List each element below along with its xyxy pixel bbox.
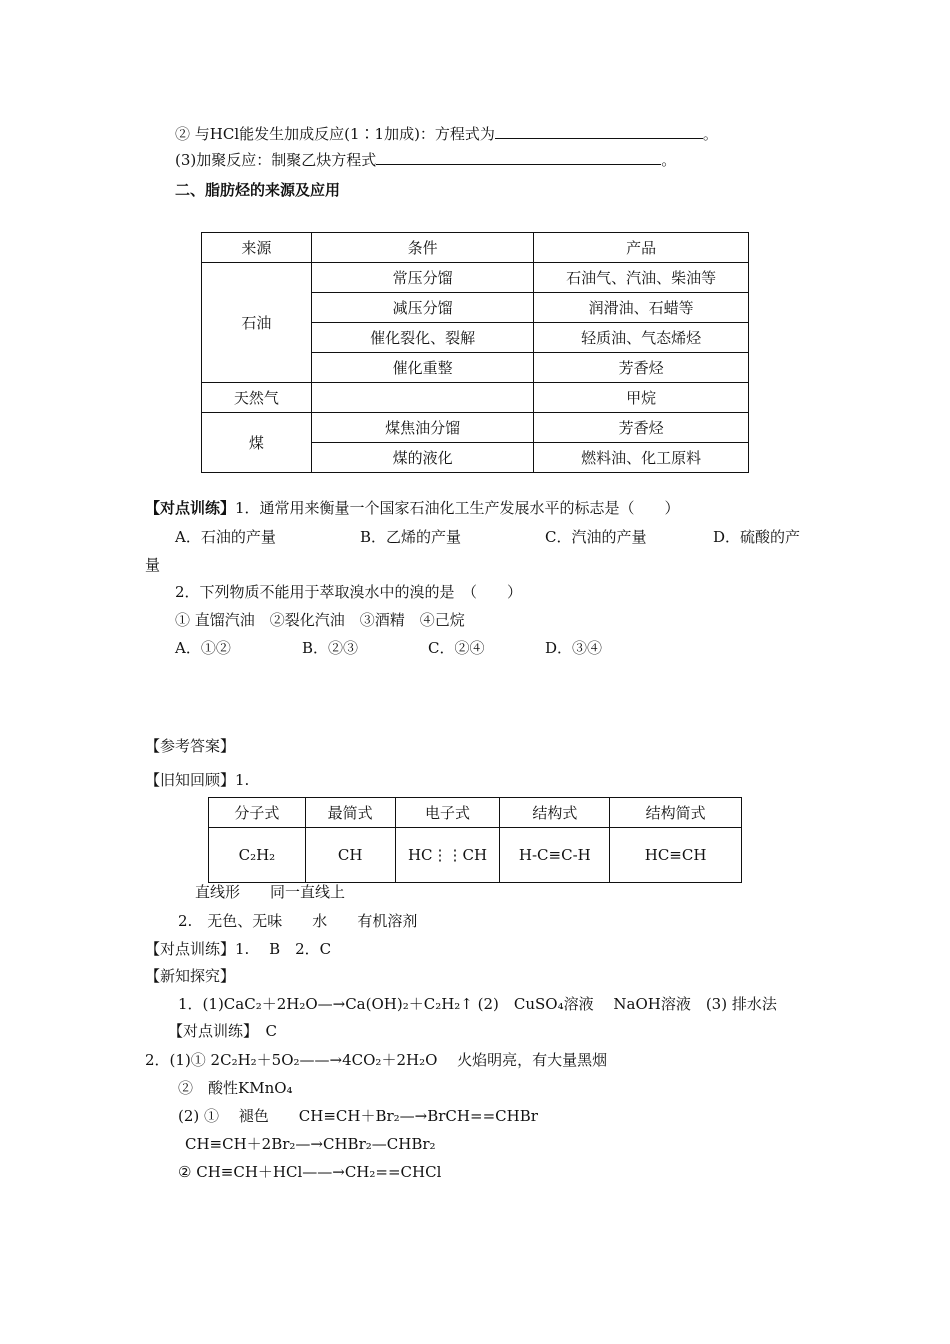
practice-question-1: 【对点训练】1．通常用来衡量一个国家石油化工生产发展水平的标志是（ ） bbox=[145, 499, 680, 517]
product-cell: 润滑油、石蜡等 bbox=[534, 293, 749, 323]
option-a[interactable]: A．①② bbox=[175, 639, 231, 657]
answer-new-2c: (2) ① 褪色 CH≡CH＋Br₂—→BrCH==CHBr bbox=[178, 1107, 538, 1125]
answer-item-2: 2. 无色、无味 水 有机溶剂 bbox=[178, 912, 418, 930]
answer-new-1-practice: 【对点训练】 C bbox=[168, 1022, 277, 1040]
condition-cell: 常压分馏 bbox=[311, 263, 534, 293]
option-c[interactable]: C．②④ bbox=[428, 639, 485, 657]
formula-cell: C₂H₂ bbox=[209, 828, 306, 883]
formula-cell: CH bbox=[305, 828, 395, 883]
table-header: 电子式 bbox=[395, 798, 500, 828]
formula-cell: HC≡CH bbox=[610, 828, 742, 883]
option-b[interactable]: B．乙烯的产量 bbox=[360, 528, 462, 546]
condition-cell: 煤的液化 bbox=[311, 443, 534, 473]
q2-options bbox=[175, 638, 602, 658]
option-d-wrap: 量 bbox=[145, 556, 161, 574]
answer-blank[interactable] bbox=[495, 124, 703, 139]
table-header: 产品 bbox=[534, 233, 749, 263]
polymerization-line: (3)加聚反应：制聚乙炔方程式 。 bbox=[175, 151, 677, 169]
review-tag: 【旧知回顾】1. bbox=[145, 771, 250, 789]
product-cell: 石油气、汽油、柴油等 bbox=[534, 263, 749, 293]
table-header: 结构式 bbox=[500, 798, 610, 828]
table-header: 条件 bbox=[311, 233, 534, 263]
product-cell: 甲烷 bbox=[534, 383, 749, 413]
answer-practice-1: 【对点训练】1. B 2．C bbox=[145, 940, 332, 958]
answer-new-2d: CH≡CH＋2Br₂—→CHBr₂—CHBr₂ bbox=[185, 1135, 436, 1153]
practice-question-2: 2．下列物质不能用于萃取溴水中的溴的是 （ ） bbox=[175, 583, 523, 601]
product-cell: 燃料油、化工原料 bbox=[534, 443, 749, 473]
condition-cell bbox=[311, 383, 534, 413]
source-cell: 天然气 bbox=[202, 383, 312, 413]
product-cell: 轻质油、气态烯烃 bbox=[534, 323, 749, 353]
formula-cell: HC⋮⋮CH bbox=[395, 828, 500, 883]
acetylene-formula-table bbox=[208, 797, 742, 883]
table-header: 最简式 bbox=[305, 798, 395, 828]
table-header: 来源 bbox=[202, 233, 312, 263]
hydrocarbon-source-table bbox=[201, 232, 749, 473]
option-d[interactable]: D．硫酸的产 bbox=[713, 528, 801, 546]
answer-new-2e: ② CH≡CH＋HCl——→CH₂==CHCl bbox=[178, 1163, 442, 1181]
condition-cell: 催化重整 bbox=[311, 353, 534, 383]
answer-new-2: 2．(1)① 2C₂H₂＋5O₂——→4CO₂＋2H₂O 火焰明亮，有大量黑烟 bbox=[145, 1051, 608, 1069]
q2-items: ① 直馏汽油 ②裂化汽油 ③酒精 ④己烷 bbox=[175, 611, 465, 629]
new-knowledge-tag: 【新知探究】 bbox=[145, 967, 236, 985]
answer-blank[interactable] bbox=[376, 150, 661, 165]
formula-cell: H-C≡C-H bbox=[500, 828, 610, 883]
answer-shape: 直线形 同一直线上 bbox=[195, 883, 346, 901]
source-cell: 煤 bbox=[202, 413, 312, 473]
table-header: 分子式 bbox=[209, 798, 306, 828]
option-d[interactable]: D．③④ bbox=[545, 639, 603, 657]
condition-cell: 减压分馏 bbox=[311, 293, 534, 323]
option-b[interactable]: B．②③ bbox=[302, 639, 359, 657]
table-header: 结构简式 bbox=[610, 798, 742, 828]
product-cell: 芳香烃 bbox=[534, 353, 749, 383]
hcl-addition-line: ② 与HCl能发生加成反应(1∶1加成)：方程式为 。 bbox=[175, 125, 718, 143]
answers-title: 【参考答案】 bbox=[145, 737, 236, 755]
condition-cell: 煤焦油分馏 bbox=[311, 413, 534, 443]
option-c[interactable]: C．汽油的产量 bbox=[545, 528, 647, 546]
practice-tag: 【对点训练】 bbox=[145, 499, 236, 517]
answer-new-2b: ② 酸性KMnO₄ bbox=[178, 1079, 293, 1097]
q1-options bbox=[175, 527, 800, 547]
product-cell: 芳香烃 bbox=[534, 413, 749, 443]
section-heading: 二、脂肪烃的来源及应用 bbox=[175, 181, 341, 199]
condition-cell: 催化裂化、裂解 bbox=[311, 323, 534, 353]
source-cell: 石油 bbox=[202, 263, 312, 383]
option-a[interactable]: A．石油的产量 bbox=[175, 528, 276, 546]
answer-new-1: 1．(1)CaC₂＋2H₂O—→Ca(OH)₂＋C₂H₂↑ (2) CuSO₄溶液 NaOH溶液 (3) 排水法 bbox=[178, 995, 777, 1013]
